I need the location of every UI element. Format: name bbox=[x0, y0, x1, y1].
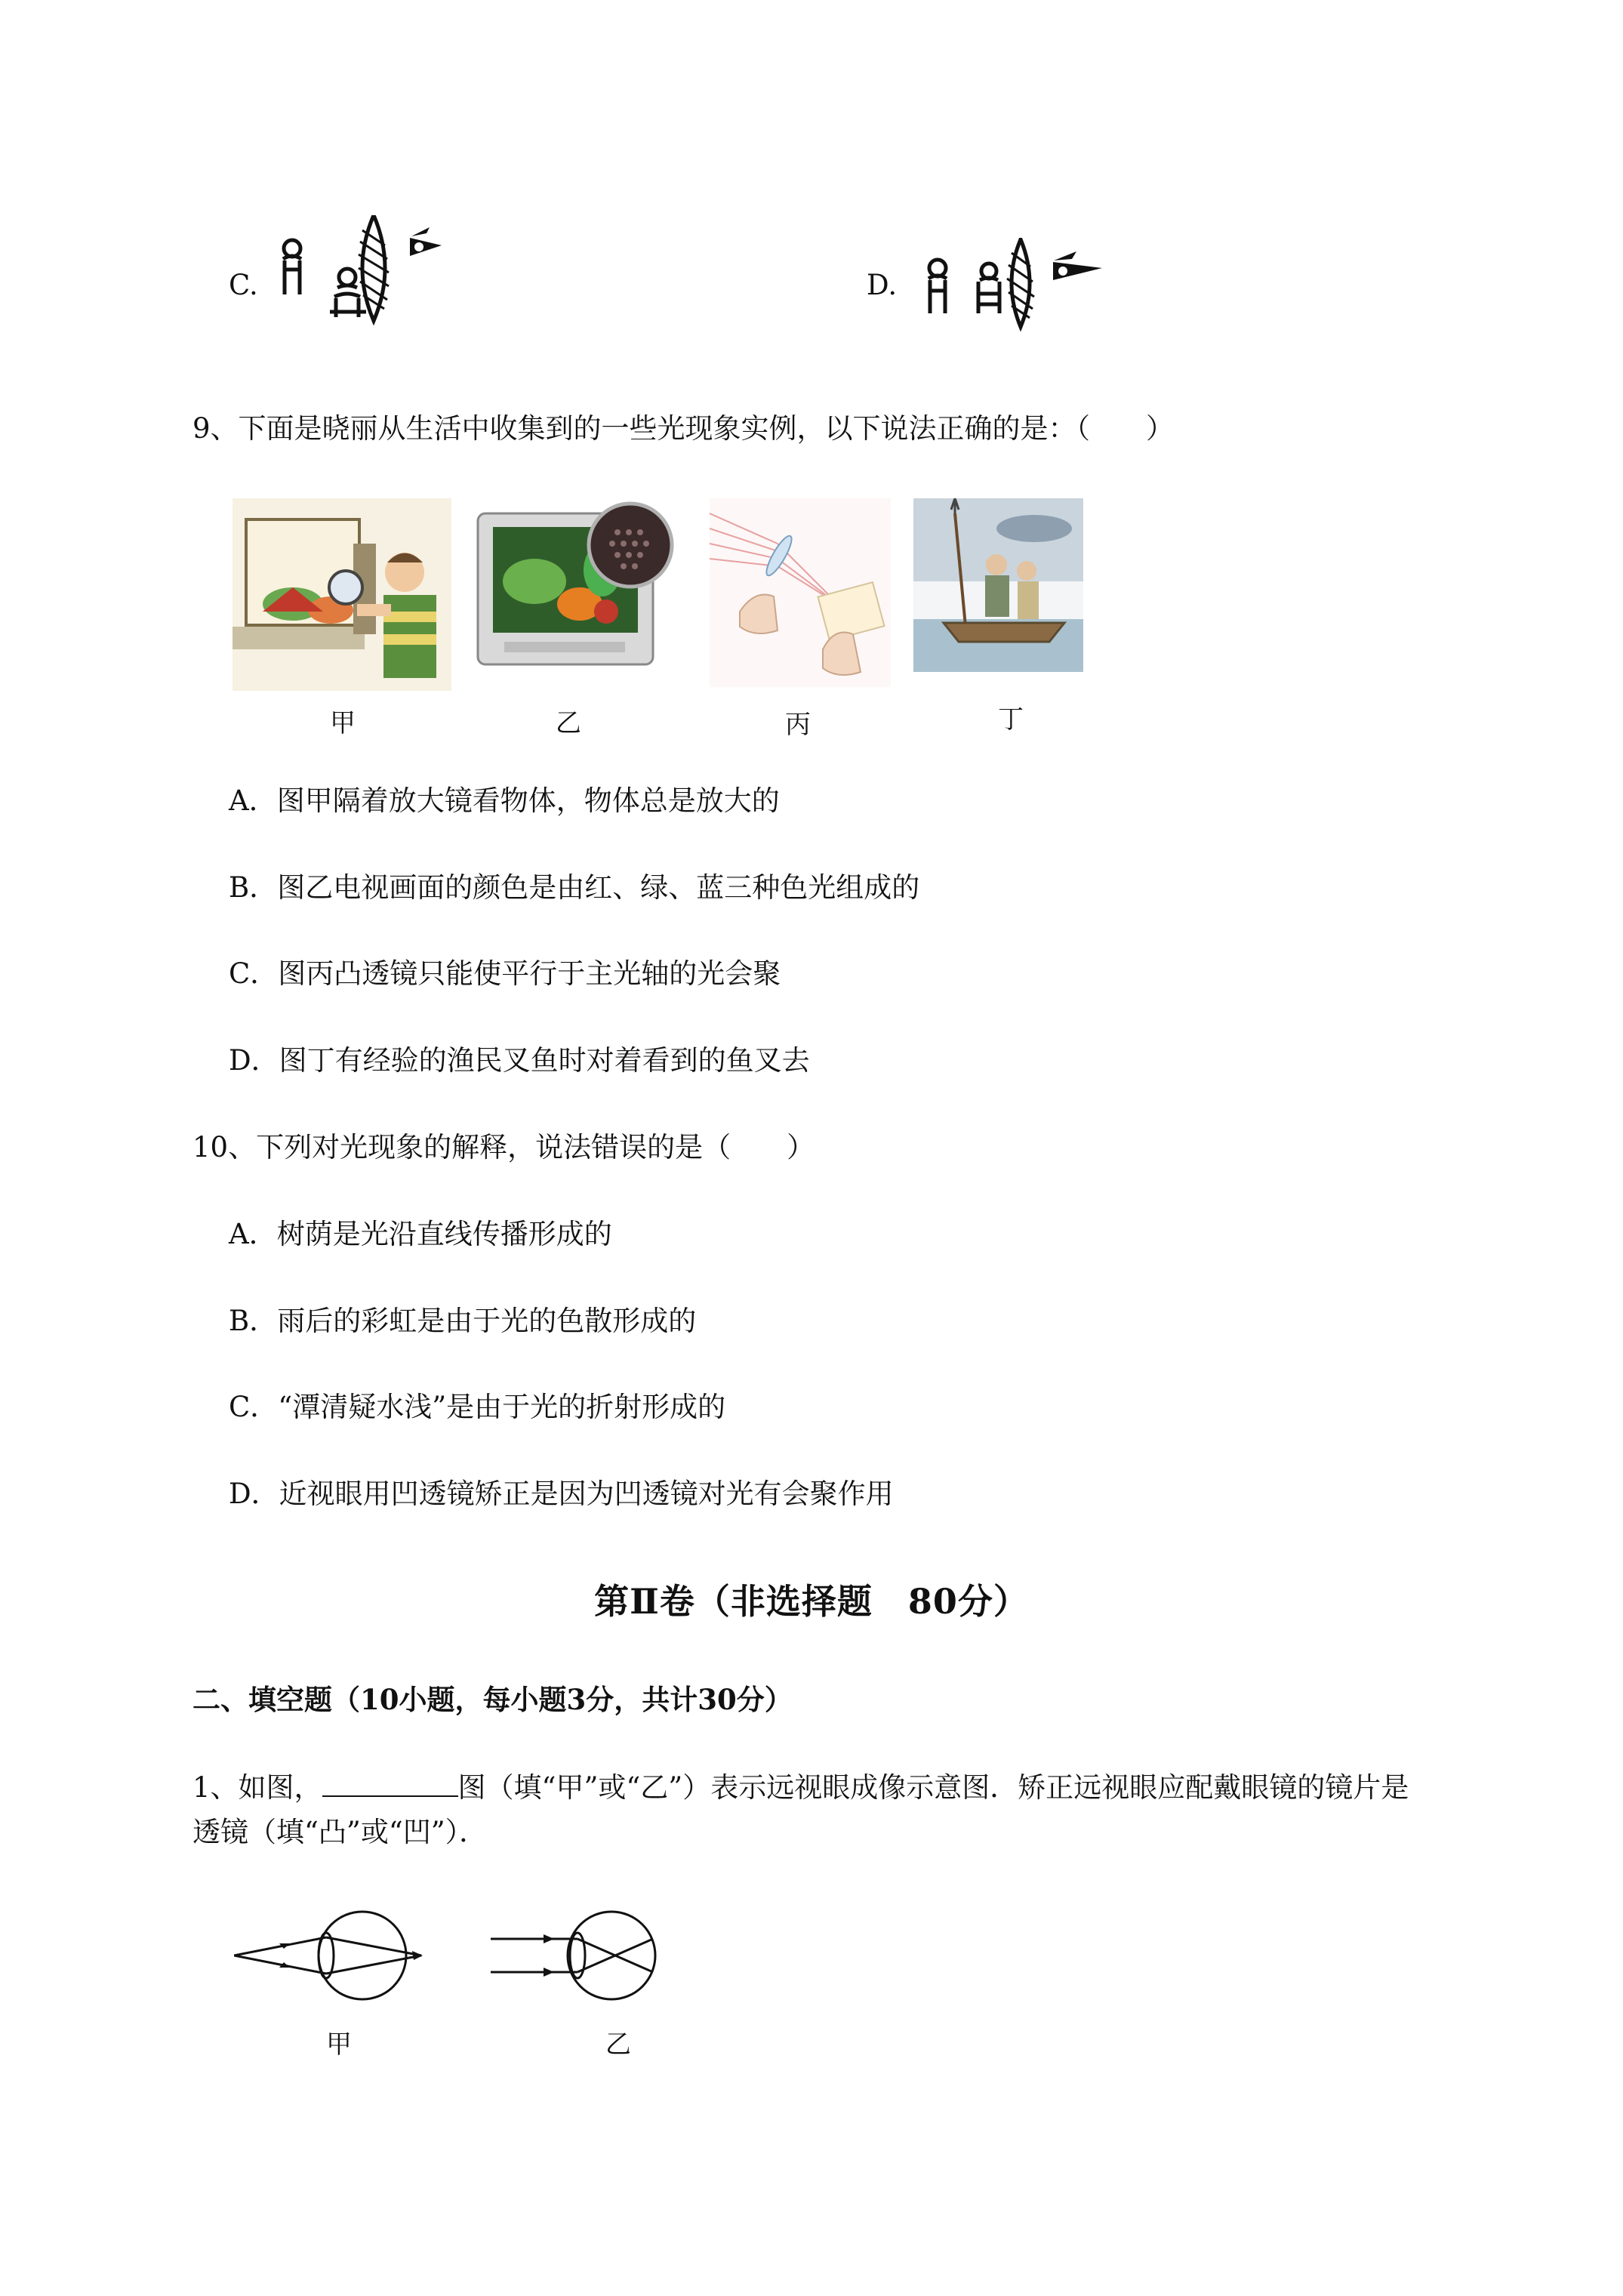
eye-caption-yi: 乙 bbox=[605, 2029, 631, 2060]
caption-bing: 丙 bbox=[785, 710, 811, 740]
part-2-title: 第Ⅱ卷（非选择题 80分） bbox=[594, 1581, 1029, 1622]
eye-caption-jia: 甲 bbox=[326, 2029, 352, 2060]
question-9-option-b: B．图乙电视画面的颜色是由红、绿、蓝三种色光组成的 bbox=[229, 871, 920, 904]
question-9-option-c: C．图丙凸透镜只能使平行于主光轴的光会聚 bbox=[229, 957, 781, 990]
question-10-option-d: D．近视眼用凹透镜矫正是因为凹透镜对光有会聚作用 bbox=[229, 1478, 894, 1510]
caption-yi: 乙 bbox=[556, 708, 581, 738]
fill-question-1-prefix: 1、如图， bbox=[192, 1771, 322, 1804]
picture-bing-lens bbox=[710, 498, 891, 687]
question-10-option-a: A．树荫是光沿直线传播形成的 bbox=[229, 1218, 612, 1250]
fill-question-1-line1 bbox=[192, 1770, 1409, 1805]
option-d-letter: D. bbox=[867, 269, 898, 301]
question-10-stem: 10、下列对光现象的解释，说法错误的是（ ） bbox=[192, 1131, 815, 1163]
option-c-letter: C. bbox=[229, 269, 258, 301]
caption-ding: 丁 bbox=[998, 704, 1024, 735]
question-10-option-c: C．“潭清疑水浅”是由于光的折射形成的 bbox=[229, 1391, 726, 1423]
question-9-stem: 9、下面是晓丽从生活中收集到的一些光现象实例，以下说法正确的是：（ ） bbox=[192, 412, 1175, 445]
caption-jia: 甲 bbox=[330, 708, 356, 738]
answer-blank[interactable] bbox=[322, 1770, 458, 1797]
question-9-option-d: D．图丁有经验的渔民叉鱼时对着看到的鱼叉去 bbox=[229, 1044, 810, 1077]
eye-diagram-jia bbox=[234, 1909, 430, 2007]
picture-ding-fisherman bbox=[913, 498, 1083, 672]
fill-question-1-suffix: 图（填“甲”或“乙”）表示远视眼成像示意图．矫正远视眼应配戴眼镜的镜片是 bbox=[457, 1771, 1409, 1804]
fill-question-1-line2: 透镜（填“凸”或“凹”）． bbox=[192, 1816, 488, 1848]
option-d-diagram bbox=[921, 238, 1110, 336]
fill-section-heading: 二、填空题（10小题，每小题3分，共计30分） bbox=[192, 1683, 793, 1716]
question-10-option-b: B．雨后的彩虹是由于光的色散形成的 bbox=[229, 1305, 697, 1337]
eye-diagram-yi bbox=[491, 1909, 664, 2007]
question-9-option-a: A．图甲隔着放大镜看物体，物体总是放大的 bbox=[229, 784, 780, 817]
picture-yi-tv bbox=[474, 498, 676, 676]
picture-jia-magnifier bbox=[233, 498, 451, 691]
option-c-diagram bbox=[276, 215, 457, 328]
